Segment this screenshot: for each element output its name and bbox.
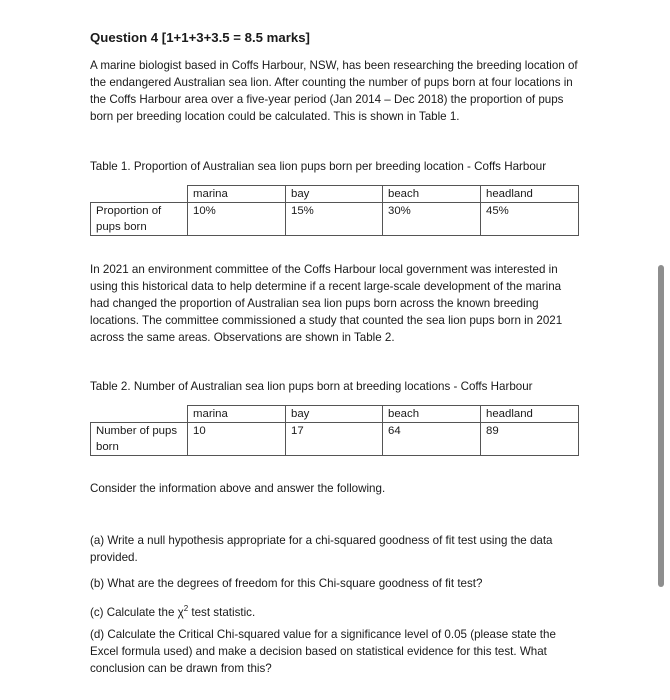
table2-header-marina: marina <box>188 406 286 423</box>
instruction-text: Consider the information above and answer the following. <box>90 482 386 495</box>
part-c <box>90 600 582 621</box>
table1-header-headland: headland <box>481 186 579 203</box>
table1-corner-cell <box>91 186 188 203</box>
middle-paragraph: In 2021 an environment committee of the Coffs Harbour local government was interested in using this historical data to help determine if a recent large-scale development of the marina had changed the proportion of Australian sea lion pups born across the known breeding locations. The committee commissioned a study that counted the sea lion pups born in 2021 across the same areas. Observations are shown in Table 2. <box>90 263 563 344</box>
table1-caption: Table 1. Proportion of Australian sea lion pups born per breeding location - Coffs Harbour <box>90 160 547 173</box>
table2 <box>90 405 579 456</box>
table1-value-headland: 45% <box>481 203 579 236</box>
table1-value-beach: 30% <box>383 203 481 236</box>
table2-data-row <box>91 423 579 456</box>
table2-header-bay: bay <box>286 406 383 423</box>
intro-paragraph: A marine biologist based in Coffs Harbour, NSW, has been researching the breeding location of the endangered Australian sea lion. After counting the number of pups born at four locations in the Coffs Harbour area over a five-year period (Jan 2014 – Dec 2018) the proportion of pups born per breeding location could be calculated. This is shown in Table 1. <box>90 59 578 123</box>
table2-header-beach: beach <box>383 406 481 423</box>
table2-row-label: Number of pups born <box>91 423 188 456</box>
table2-corner-cell <box>91 406 188 423</box>
table2-caption: Table 2. Number of Australian sea lion pups born at breeding locations - Coffs Harbour <box>90 380 533 393</box>
part-a: (a) Write a null hypothesis appropriate for a chi-squared goodness of fit test using the data provided. <box>90 534 553 564</box>
part-d: (d) Calculate the Critical Chi-squared value for a significance level of 0.05 (please state the Excel formula used) and make a decision based on statistical evidence for this test. What conclusion can be drawn from this? <box>90 628 556 675</box>
table2-value-bay: 17 <box>286 423 383 456</box>
table1-header-row <box>91 186 579 203</box>
table2-header-row <box>91 406 579 423</box>
part-b: (b) What are the degrees of freedom for this Chi-square goodness of fit test? <box>90 577 483 590</box>
question-title: Question 4 [1+1+3+3.5 = 8.5 marks] <box>90 30 310 45</box>
table1-header-beach: beach <box>383 186 481 203</box>
vertical-scrollbar-thumb[interactable] <box>658 265 664 587</box>
table1-value-bay: 15% <box>286 203 383 236</box>
part-c-suffix: test statistic. <box>188 605 256 619</box>
table2-value-headland: 89 <box>481 423 579 456</box>
table1 <box>90 185 579 236</box>
table2-value-marina: 10 <box>188 423 286 456</box>
table1-data-row <box>91 203 579 236</box>
table2-header-headland: headland <box>481 406 579 423</box>
table1-value-marina: 10% <box>188 203 286 236</box>
part-c-superscript: 2 <box>183 604 189 613</box>
table1-header-marina: marina <box>188 186 286 203</box>
part-c-prefix: (c) Calculate the χ <box>90 605 184 619</box>
table1-row-label: Proportion of pups born <box>91 203 188 236</box>
table1-header-bay: bay <box>286 186 383 203</box>
table2-value-beach: 64 <box>383 423 481 456</box>
